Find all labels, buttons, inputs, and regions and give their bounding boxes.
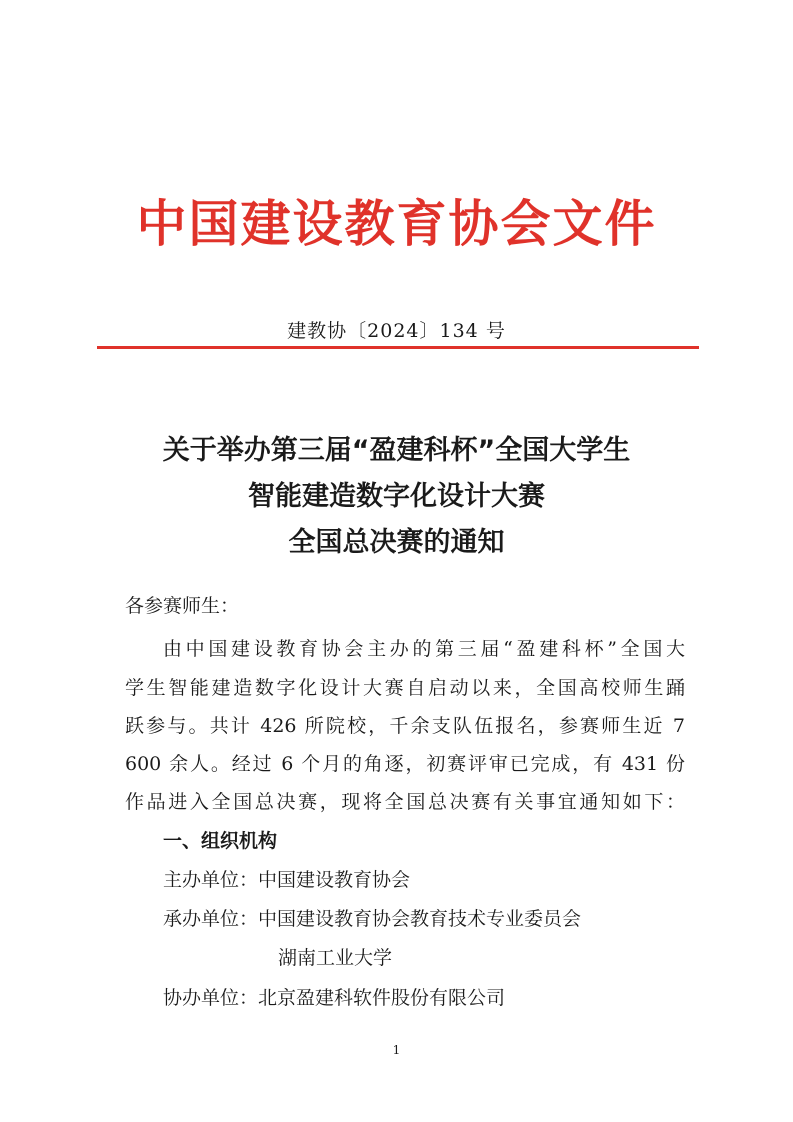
paragraph-line-5: 作品进入全国总决赛，现将全国总决赛有关事宜通知如下： bbox=[125, 791, 685, 813]
host-row bbox=[163, 866, 410, 894]
co-organizer-value: 北京盈建科软件股份有限公司 bbox=[258, 987, 506, 1009]
paragraph-line-4: 600 余人。经过 6 个月的角逐，初赛评审已完成，有 431 份 bbox=[125, 753, 685, 775]
salutation: 各参赛师生： bbox=[125, 595, 240, 617]
organizer-value-2: 湖南工业大学 bbox=[278, 947, 393, 969]
document-masthead: 中国建设教育协会文件 bbox=[136, 195, 657, 253]
host-label: 主办单位： bbox=[163, 869, 259, 891]
notice-title bbox=[0, 428, 793, 566]
organizer-label: 承办单位： bbox=[163, 908, 259, 930]
organizer-value-1: 中国建设教育协会教育技术专业委员会 bbox=[258, 908, 582, 930]
organizer-row bbox=[163, 905, 581, 933]
host-value: 中国建设教育协会 bbox=[258, 869, 411, 891]
paragraph-line-3: 跃参与。共计 426 所院校，千余支队伍报名，参赛师生近 7 bbox=[125, 715, 685, 737]
page-number: 1 bbox=[392, 1043, 401, 1057]
title-line-1: 关于举办第三届“盈建科杯”全国大学生 bbox=[162, 435, 631, 466]
co-organizer-label: 协办单位： bbox=[163, 987, 259, 1009]
document-number: 建教协〔2024〕134 号 bbox=[287, 320, 506, 342]
title-line-2: 智能建造数字化设计大赛 bbox=[248, 481, 545, 512]
section-heading-organization: 一、组织机构 bbox=[163, 830, 278, 852]
paragraph-line-2: 学生智能建造数字化设计大赛自启动以来，全国高校师生踊 bbox=[125, 677, 685, 699]
red-divider-line bbox=[97, 346, 699, 349]
co-organizer-row bbox=[163, 984, 505, 1012]
title-line-3: 全国总决赛的通知 bbox=[288, 527, 505, 558]
paragraph-line-1: 由中国建设教育协会主办的第三届“盈建科杯”全国大 bbox=[163, 638, 685, 660]
